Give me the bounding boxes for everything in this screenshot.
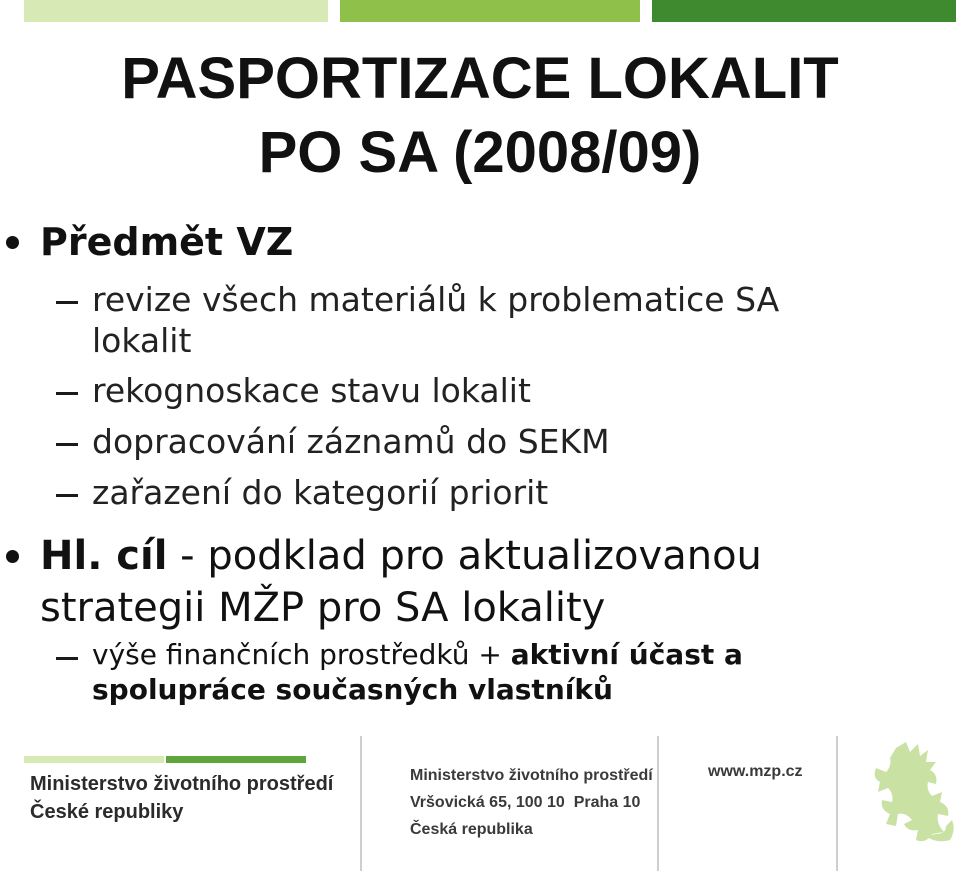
- sub-item-revize-cont: lokalit: [92, 321, 192, 360]
- footer-address-line-2: Vršovická 65, 100 10 Praha 10: [410, 794, 641, 811]
- footer-address-line-1: Ministerstvo životního prostředí: [410, 767, 653, 784]
- footer-bar-green: [166, 756, 306, 763]
- bullet-main-goal-heading: [40, 530, 762, 582]
- footer-org-name: [30, 770, 333, 826]
- top-bar-mid: [340, 0, 640, 22]
- slide-title-line-1: PASPORTIZACE LOKALIT: [121, 46, 839, 111]
- sub-item-financni-text: výše finančních prostředků +: [92, 638, 511, 671]
- footer-website-link[interactable]: www.mzp.cz: [708, 763, 803, 780]
- footer-divider: [836, 736, 838, 871]
- slide-title-line-2: PO SA (2008/09): [258, 120, 702, 185]
- bullet-subject-heading: Předmět VZ: [40, 220, 294, 264]
- sub-item-zarazeni: zařazení do kategorií priorit: [92, 473, 549, 512]
- bullet-dot: [6, 550, 19, 563]
- footer-divider: [657, 736, 659, 871]
- dash-marker: [56, 392, 78, 395]
- dash-marker: [56, 301, 78, 304]
- footer-org-line-1: Ministerstvo životního prostředí: [30, 773, 334, 795]
- footer-divider: [360, 736, 362, 871]
- czech-lion-icon: [866, 740, 958, 850]
- sub-item-rekognoskace: rekognoskace stavu lokalit: [92, 371, 531, 410]
- sub-item-financni-bold: aktivní účast a: [510, 638, 743, 671]
- top-bar-light: [24, 0, 328, 22]
- bullet-main-goal-heading-cont: strategii MŽP pro SA lokality: [40, 585, 606, 631]
- sub-item-revize: revize všech materiálů k problematice SA: [92, 280, 780, 319]
- top-bar-dark: [652, 0, 956, 22]
- footer-bar-light: [24, 756, 164, 763]
- dash-marker: [56, 443, 78, 446]
- footer-org-line-2: České republiky: [30, 801, 184, 823]
- sub-item-dopracovani: dopracování záznamů do SEKM: [92, 422, 610, 461]
- dash-marker: [56, 657, 78, 660]
- dash-marker: [56, 494, 78, 497]
- sub-item-financni: [92, 637, 743, 673]
- footer-address: [410, 762, 653, 843]
- main-goal-label: Hl. cíl: [40, 533, 168, 579]
- bullet-dot: [6, 236, 19, 249]
- footer-address-line-3: Česká republika: [410, 821, 533, 838]
- sub-item-financni-cont: spolupráce současných vlastníků: [92, 673, 613, 706]
- slide-title: [0, 42, 960, 190]
- main-goal-text: - podklad pro aktualizovanou: [167, 533, 762, 579]
